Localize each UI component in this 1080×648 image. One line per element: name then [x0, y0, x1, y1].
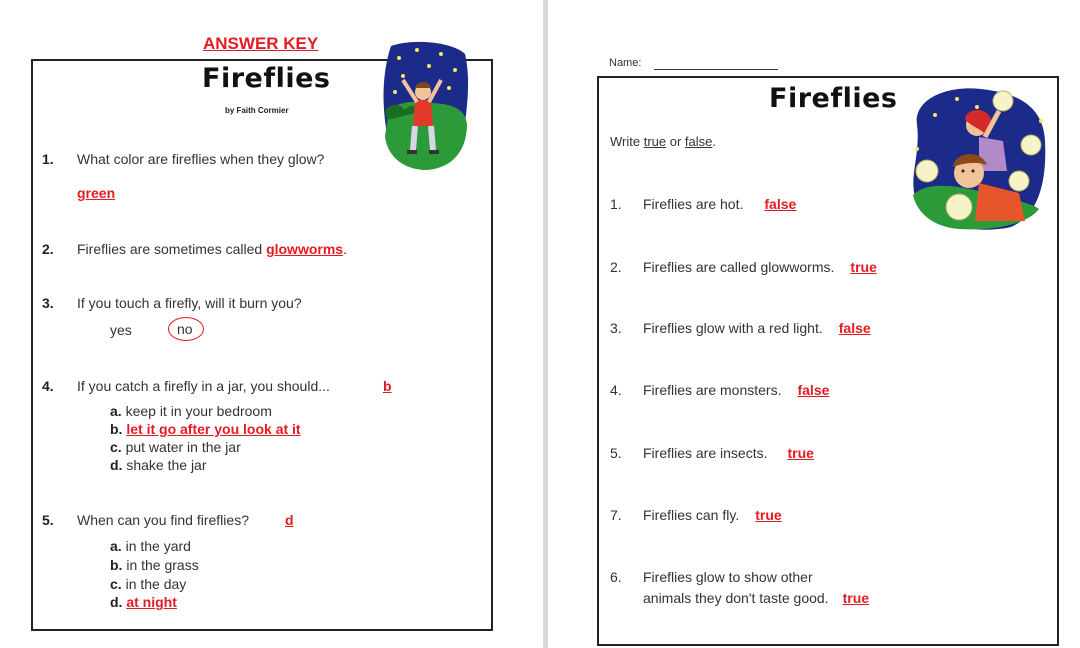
choice-no: no [177, 321, 193, 337]
choice-yes: yes [110, 322, 132, 338]
statement-4-number: 4. [610, 382, 622, 398]
instruction-false: false [684, 134, 713, 149]
statement-5-number: 5. [610, 445, 622, 461]
statement-6-line-2: animals they don't taste good. true [643, 590, 870, 606]
instruction-or: or [666, 134, 685, 149]
instructions [610, 134, 716, 149]
question-4-option-c: c. put water in the jar [110, 439, 241, 455]
question-2-text-after: . [343, 241, 347, 257]
question-5-option-d: d. at night [110, 594, 177, 610]
statement-3-answer: false [838, 320, 871, 336]
question-5-option-b: b. in the grass [110, 557, 199, 573]
statement-6-answer: true [842, 590, 870, 606]
question-4-option-b: b. let it go after you look at it [110, 421, 301, 437]
statement-7-number: 7. [610, 507, 622, 523]
children-with-fireflies-illustration [907, 85, 1049, 231]
question-3-number: 3. [42, 295, 54, 311]
statement-7-answer: true [755, 507, 782, 523]
statement-1: Fireflies are hot. false [643, 196, 797, 212]
question-4-text: If you catch a firefly in a jar, you should... [77, 378, 330, 394]
question-2-number: 2. [42, 241, 54, 257]
question-2-text-before: Fireflies are sometimes called [77, 241, 267, 257]
statement-5: Fireflies are insects. true [643, 445, 814, 461]
question-4-number: 4. [42, 378, 54, 394]
question-5-number: 5. [42, 512, 54, 528]
question-1-number: 1. [42, 151, 54, 167]
question-5-text: When can you find fireflies? [77, 512, 249, 528]
left-title: Fireflies [202, 63, 331, 94]
statement-5-answer: true [787, 445, 814, 461]
question-2-text [77, 241, 347, 257]
statement-1-number: 1. [610, 196, 622, 212]
statement-3: Fireflies glow with a red light. false [643, 320, 871, 336]
byline: by Faith Cormier [225, 106, 289, 115]
answer-key-header: ANSWER KEY [203, 34, 319, 53]
child-catching-fireflies-illustration [383, 40, 469, 172]
question-3-text: If you touch a firefly, will it burn you? [77, 295, 302, 311]
name-line[interactable] [654, 69, 778, 70]
statement-6-line-1: Fireflies glow to show other [643, 569, 813, 585]
question-5-option-a: a. in the yard [110, 538, 191, 554]
statement-4-answer: false [797, 382, 830, 398]
instruction-suffix: . [712, 134, 717, 149]
instruction-prefix: Write [610, 134, 644, 149]
question-1-answer: green [77, 185, 116, 201]
question-5-answer: d [285, 512, 294, 528]
statement-2-number: 2. [610, 259, 622, 275]
right-title: Fireflies [769, 83, 898, 114]
statement-4: Fireflies are monsters. false [643, 382, 830, 398]
statement-1-answer: false [764, 196, 797, 212]
instruction-true: true [643, 134, 667, 149]
question-5-option-c: c. in the day [110, 576, 187, 592]
statement-7: Fireflies can fly. true [643, 507, 782, 523]
statement-2: Fireflies are called glowworms. true [643, 259, 877, 275]
question-1-text: What color are fireflies when they glow? [77, 151, 325, 167]
question-2-answer: glowworms [266, 241, 344, 257]
page-divider [543, 0, 548, 648]
question-4-option-d: d. shake the jar [110, 457, 207, 473]
question-4-option-a: a. keep it in your bedroom [110, 403, 272, 419]
question-4-answer: b [383, 378, 392, 394]
statement-2-answer: true [850, 259, 877, 275]
name-label: Name: [609, 57, 642, 69]
statement-6-number: 6. [610, 569, 622, 585]
statement-3-number: 3. [610, 320, 622, 336]
